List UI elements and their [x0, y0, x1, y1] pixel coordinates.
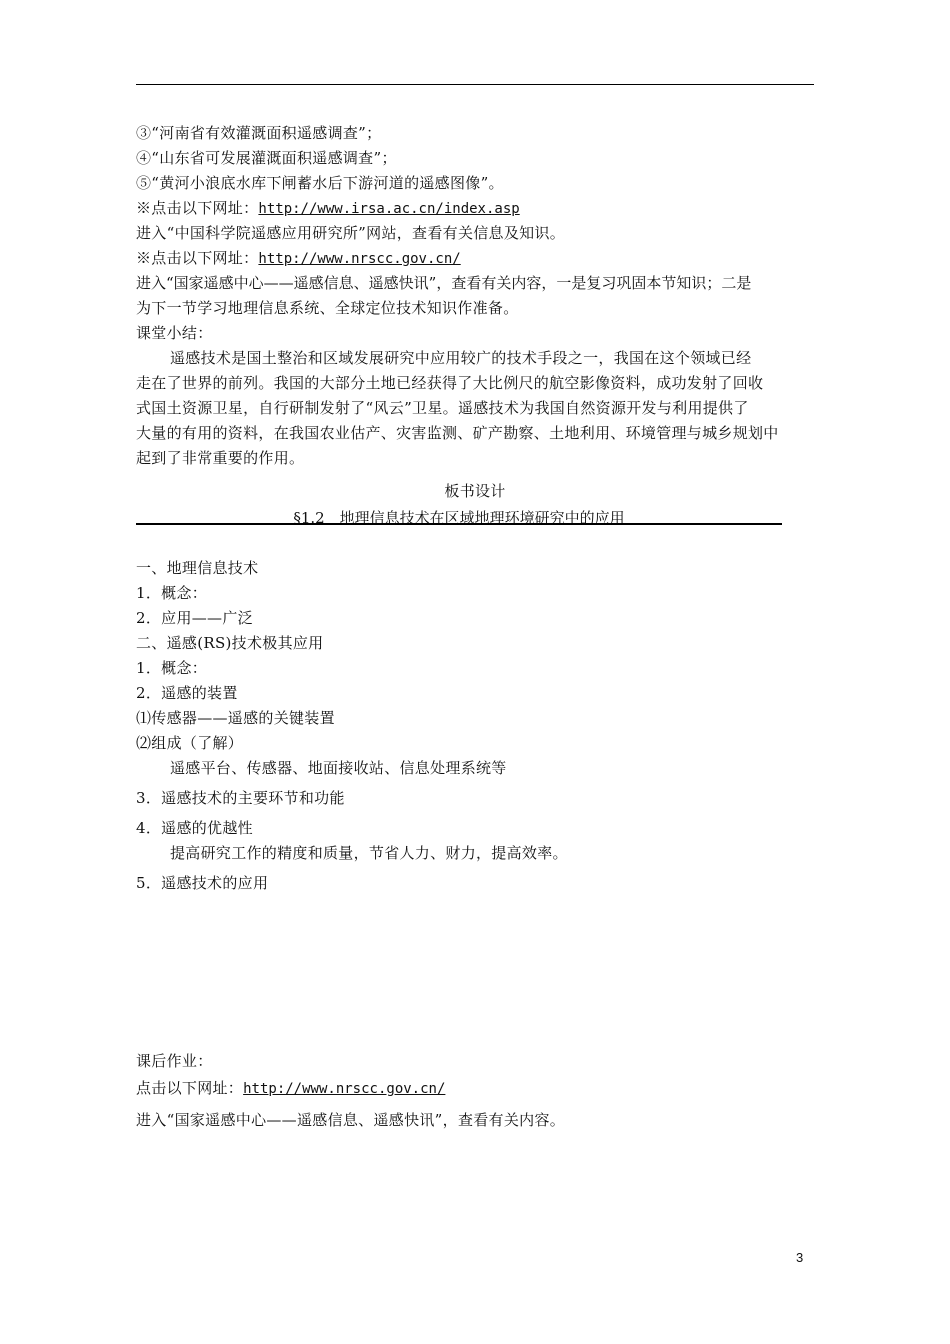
- header-rule: [136, 84, 814, 85]
- homework-label: 课后作业：: [136, 1052, 213, 1070]
- board-item: 1．概念：: [136, 659, 208, 677]
- board-item: ⑴传感器——遥感的关键装置: [136, 709, 335, 727]
- summary-label: 课堂小结：: [136, 324, 213, 342]
- link1-prefix: ※点击以下网址：: [136, 199, 259, 217]
- board-title: 板书设计: [444, 482, 506, 500]
- link2-desc-line1: 进入“国家遥感中心——遥感信息、遥感快讯”，查看有关内容，一是复习巩固本节知识；二是: [136, 274, 752, 292]
- link2-prefix: ※点击以下网址：: [136, 249, 259, 267]
- summary-line-5: 起到了非常重要的作用。: [136, 449, 305, 467]
- link2-line: [136, 248, 461, 269]
- summary-line-3: 式国土资源卫星，自行研制发射了“风云”卫星。遥感技术为我国自然资源开发与利用提供了: [136, 399, 749, 417]
- board-item: 遥感平台、传感器、地面接收站、信息处理系统等: [170, 759, 507, 777]
- intro-item-4: ④“山东省可发展灌溉面积遥感调查”；: [136, 149, 397, 167]
- link1-desc: 进入“中国科学院遥感应用研究所”网站，查看有关信息及知识。: [136, 224, 566, 242]
- board-item: ⑵组成（了解）: [136, 734, 244, 752]
- board-heading-rule: [136, 523, 782, 525]
- summary-line-1: 遥感技术是国土整治和区域发展研究中应用较广的技术手段之一，我国在这个领域已经: [170, 349, 752, 367]
- intro-item-3: ③“河南省有效灌溉面积遥感调查”；: [136, 124, 382, 142]
- board-item: 2．应用——广泛: [136, 609, 253, 627]
- homework-link-line: [136, 1078, 445, 1099]
- board-item: 2．遥感的装置: [136, 684, 238, 702]
- board-heading: §1.2 地理信息技术在区域地理环境研究中的应用: [293, 509, 625, 527]
- board-item: 1．概念：: [136, 584, 208, 602]
- board-item: 二、遥感(RS)技术极其应用: [136, 634, 324, 652]
- board-item: 一、地理信息技术: [136, 559, 259, 577]
- summary-line-2: 走在了世界的前列。我国的大部分土地已经获得了大比例尺的航空影像资料，成功发射了回收: [136, 374, 764, 392]
- homework-desc: 进入“国家遥感中心——遥感信息、遥感快讯”，查看有关内容。: [136, 1111, 566, 1129]
- intro-item-5: ⑤“黄河小浪底水库下闸蓄水后下游河道的遥感图像”。: [136, 174, 504, 192]
- nrscc-link[interactable]: http://www.nrscc.gov.cn/: [258, 251, 461, 267]
- board-item: 3．遥感技术的主要环节和功能: [136, 789, 345, 807]
- board-item: 5．遥感技术的应用: [136, 874, 269, 892]
- homework-nrscc-link[interactable]: http://www.nrscc.gov.cn/: [243, 1081, 446, 1097]
- homework-prefix: 点击以下网址：: [136, 1079, 244, 1097]
- summary-line-4: 大量的有用的资料，在我国农业估产、灾害监测、矿产勘察、土地利用、环境管理与城乡规划中: [136, 424, 779, 442]
- page-number: 3: [796, 1250, 804, 1265]
- board-item: 4．遥感的优越性: [136, 819, 253, 837]
- irsa-link[interactable]: http://www.irsa.ac.cn/index.asp: [258, 201, 520, 217]
- link2-desc-line2: 为下一节学习地理信息系统、全球定位技术知识作准备。: [136, 299, 519, 317]
- link1-line: [136, 198, 520, 219]
- board-item: 提高研究工作的精度和质量，节省人力、财力，提高效率。: [170, 844, 568, 862]
